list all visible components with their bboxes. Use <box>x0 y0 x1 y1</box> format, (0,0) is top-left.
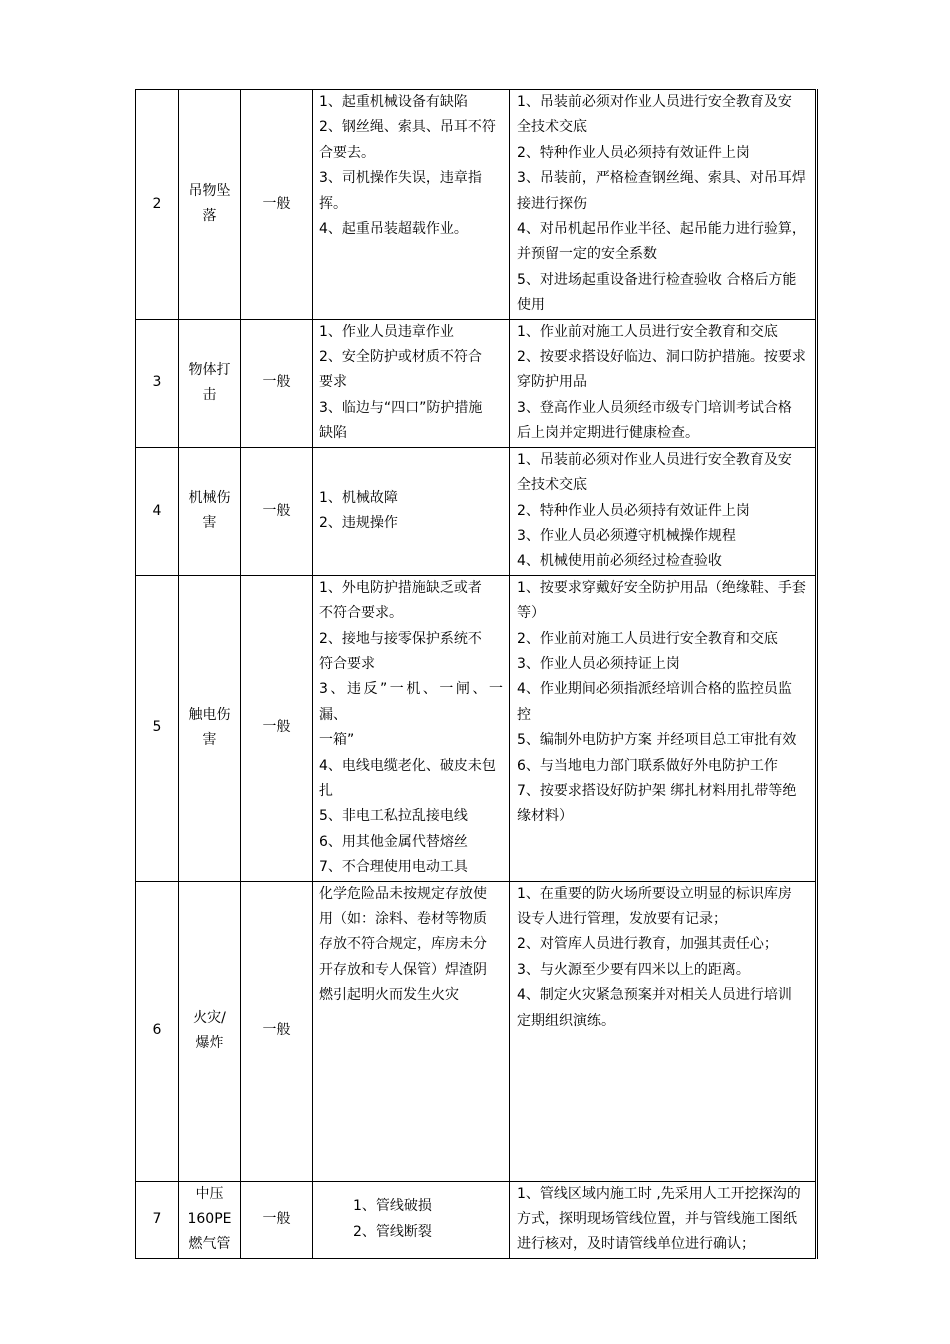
hazard-name <box>179 447 241 575</box>
hazard-name <box>179 575 241 881</box>
control-measures <box>510 319 817 447</box>
measure-line: 穿防护用品 <box>517 374 587 391</box>
measure-line: 设专人进行管理，发放要有记录； <box>517 911 727 927</box>
control-measures <box>510 575 817 881</box>
cause-line: 3、临边与“四口”防护措施 <box>319 399 483 416</box>
row-number: 3 <box>136 319 179 447</box>
hazard-name-line: 机械伤 <box>188 489 231 506</box>
hazard-causes <box>313 90 510 320</box>
measure-line: 2、对管库人员进行教育，加强其责任心； <box>517 936 778 953</box>
cause-line: 2、钢丝绳、索具、吊耳不符 <box>319 119 496 136</box>
hazard-name-line: 燃气管 <box>188 1236 231 1253</box>
measure-line: 3、作业人员必须持证上岗 <box>517 655 680 672</box>
hazard-name-line: 落 <box>202 208 217 225</box>
cause-line: 扎 <box>319 782 333 799</box>
measure-line: 后上岗并定期进行健康检查。 <box>517 425 699 442</box>
measure-line: 5、对进场起重设备进行检查验收 合格后方能 <box>517 271 797 288</box>
measure-line: 控 <box>517 706 531 723</box>
cause-line: 2、违规操作 <box>319 515 398 532</box>
row-number: 5 <box>136 575 179 881</box>
risk-level: 一般 <box>241 881 313 1181</box>
hazard-name-line: 吊物坠 <box>188 182 231 199</box>
table-row <box>136 90 817 320</box>
measure-line: 1、吊装前必须对作业人员进行安全教育及安 <box>517 451 792 468</box>
cause-line: 化学危险品未按规定存放使 <box>319 885 487 902</box>
measure-line: 1、管线区域内施工时 ,先采用人工开挖探沟的 <box>517 1185 801 1202</box>
hazard-name-line: 触电伤 <box>188 706 231 723</box>
cause-line: 2、管线断裂 <box>353 1223 432 1240</box>
cause-line: 开存放和专人保管）焊渣阴 <box>319 961 487 978</box>
cause-line: 用（如：涂料、卷材等物质 <box>319 911 487 927</box>
cause-line: 6、用其他金属代替熔丝 <box>319 833 468 850</box>
measure-line: 1、按要求穿戴好安全防护用品（绝缘鞋、手套 <box>517 579 806 596</box>
measure-line: 等） <box>517 605 545 622</box>
hazard-name-line: 害 <box>202 732 217 749</box>
table-row <box>136 1181 817 1258</box>
row-number: 6 <box>136 881 179 1181</box>
measure-line: 2、特种作业人员必须持有效证件上岗 <box>517 502 750 519</box>
cause-line: 4、电线电缆老化、破皮未包 <box>319 757 496 774</box>
cause-line: 7、不合理使用电动工具 <box>319 859 468 876</box>
cause-line: 1、起重机械设备有缺陷 <box>319 94 468 110</box>
hazard-name <box>179 1181 241 1258</box>
measure-line: 并预留一定的安全系数 <box>517 246 657 263</box>
measure-line: 进行核对，及时请管线单位进行确认； <box>517 1236 755 1253</box>
measure-line: 2、特种作业人员必须持有效证件上岗 <box>517 144 750 161</box>
hazard-causes <box>313 1181 510 1258</box>
measure-line: 定期组织演练。 <box>517 1012 615 1029</box>
hazard-name <box>179 90 241 320</box>
cause-line: 1、外电防护措施缺乏或者 <box>319 579 482 596</box>
control-measures <box>510 881 817 1181</box>
cause-line: 1、作业人员违章作业 <box>319 323 454 340</box>
measure-line: 6、与当地电力部门联系做好外电防护工作 <box>517 757 778 774</box>
hazard-name-line: 物体打 <box>188 361 231 378</box>
cause-line: 2、安全防护或材质不符合 <box>319 349 482 366</box>
hazard-name-line: 害 <box>202 515 217 532</box>
risk-level: 一般 <box>241 319 313 447</box>
measure-line: 3、与火源至少要有四米以上的距离。 <box>517 961 750 978</box>
measure-line: 全技术交底 <box>517 119 587 136</box>
cause-line: 要求 <box>319 374 347 391</box>
risk-level: 一般 <box>241 90 313 320</box>
cause-line: 燃引起明火而发生火灾 <box>319 987 459 1004</box>
measure-line: 1、吊装前必须对作业人员进行安全教育及安 <box>517 94 792 110</box>
cause-line: 1、管线破损 <box>353 1198 432 1215</box>
hazard-name <box>179 319 241 447</box>
table-row <box>136 447 817 575</box>
cause-line: 2、接地与接零保护系统不 <box>319 630 482 647</box>
cause-line: 4、起重吊装超载作业。 <box>319 221 468 238</box>
control-measures <box>510 1181 817 1258</box>
cause-line: 3、违反”一机、一闸、一漏、 <box>319 681 503 723</box>
hazard-name-line: 火灾/ <box>193 1009 226 1026</box>
cause-line: 一箱” <box>319 732 355 749</box>
hazard-name <box>179 881 241 1181</box>
measure-line: 4、机械使用前必须经过检查验收 <box>517 553 722 570</box>
hazard-causes <box>313 881 510 1181</box>
control-measures <box>510 90 817 320</box>
table-row <box>136 575 817 881</box>
measure-line: 5、编制外电防护方案 并经项目总工审批有效 <box>517 732 797 749</box>
measure-line: 1、作业前对施工人员进行安全教育和交底 <box>517 323 778 340</box>
risk-level: 一般 <box>241 447 313 575</box>
table-row <box>136 319 817 447</box>
hazard-causes <box>313 575 510 881</box>
hazard-name-line: 爆炸 <box>195 1035 224 1052</box>
cause-line: 5、非电工私拉乱接电线 <box>319 808 468 825</box>
measure-line: 4、制定火灾紧急预案并对相关人员进行培训 <box>517 987 792 1004</box>
measure-line: 3、作业人员必须遵守机械操作规程 <box>517 527 736 544</box>
measure-line: 全技术交底 <box>517 477 587 494</box>
measure-line: 4、对吊机起吊作业半径、起吊能力进行验算， <box>517 221 806 238</box>
hazard-name-line: 160PE <box>187 1211 232 1227</box>
row-number: 4 <box>136 447 179 575</box>
measure-line: 7、按要求搭设好防护架 绑扎材料用扎带等绝 <box>517 782 797 799</box>
measure-line: 1、在重要的防火场所要设立明显的标识库房 <box>517 885 792 902</box>
measure-line: 方式，探明现场管线位置，并与管线施工图纸 <box>517 1211 797 1227</box>
row-number: 7 <box>136 1181 179 1258</box>
hazard-name-line: 击 <box>202 387 217 404</box>
control-measures <box>510 447 817 575</box>
hazard-name-line: 中压 <box>195 1185 224 1202</box>
table-row <box>136 881 817 1181</box>
measure-line: 2、作业前对施工人员进行安全教育和交底 <box>517 630 778 647</box>
measure-line: 接进行探伤 <box>517 195 587 212</box>
risk-table <box>135 89 818 1259</box>
measure-line: 3、登高作业人员须经市级专门培训考试合格 <box>517 399 792 416</box>
hazard-causes <box>313 319 510 447</box>
cause-line: 存放不符合规定，库房未分 <box>319 936 487 953</box>
risk-level: 一般 <box>241 575 313 881</box>
cause-line: 缺陷 <box>319 425 347 442</box>
measure-line: 2、按要求搭设好临边、洞口防护措施。按要求 <box>517 349 806 366</box>
row-number: 2 <box>136 90 179 320</box>
measure-line: 缘材料） <box>517 808 573 825</box>
cause-line: 不符合要求。 <box>319 605 403 622</box>
hazard-causes <box>313 447 510 575</box>
cause-line: 3、司机操作失误，违章指 <box>319 170 482 187</box>
measure-line: 3、吊装前，严格检查钢丝绳、索具、对吊耳焊 <box>517 170 806 187</box>
measure-line: 4、作业期间必须指派经培训合格的监控员监 <box>517 681 792 698</box>
measure-line: 使用 <box>517 297 545 314</box>
cause-line: 挥。 <box>319 195 347 212</box>
cause-line: 1、机械故障 <box>319 489 398 506</box>
risk-level: 一般 <box>241 1181 313 1258</box>
cause-line: 合要去。 <box>319 144 375 161</box>
cause-line: 符合要求 <box>319 655 375 672</box>
